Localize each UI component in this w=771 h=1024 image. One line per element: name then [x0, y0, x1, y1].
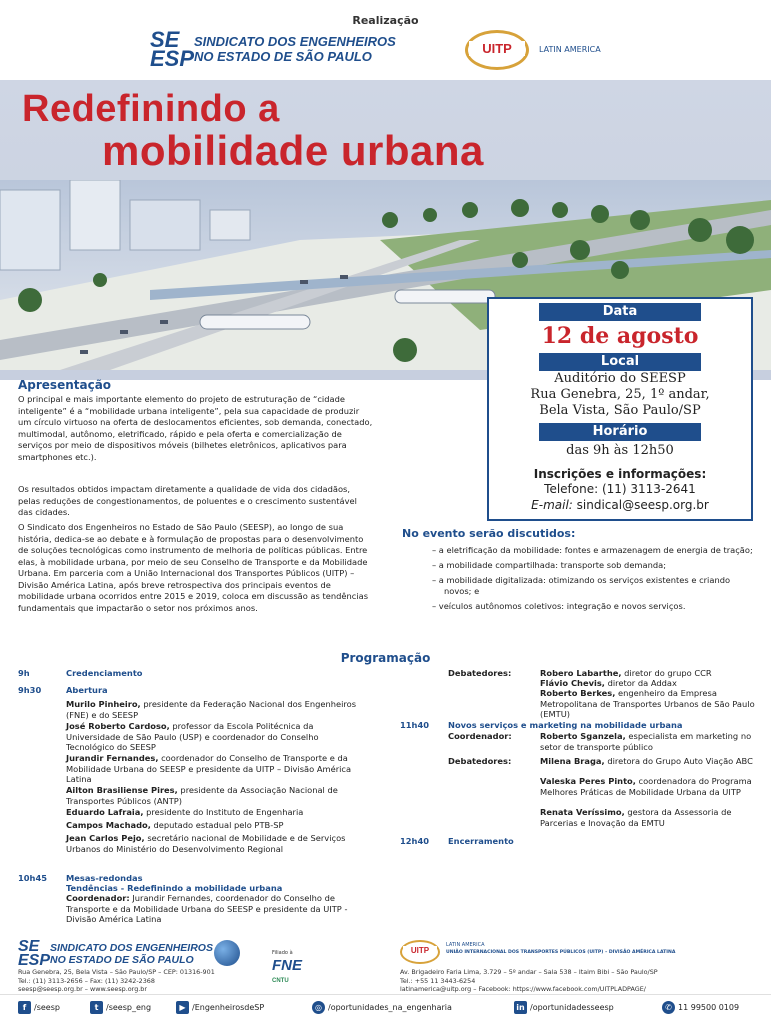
social-bar	[0, 994, 771, 1020]
event-title-line1: Redefinindo a	[22, 88, 280, 130]
footer-uitp-region: LATIN AMERICA	[446, 942, 485, 948]
evento-title: No evento serão discutidos:	[402, 527, 576, 540]
filiado-label: Filiado à	[272, 950, 293, 956]
linkedin-icon: in	[514, 1001, 527, 1014]
realizacao-label: Realização	[352, 14, 419, 27]
footer-seesp-logo	[18, 940, 248, 970]
schedule-time: 12h40	[400, 836, 429, 846]
footer-uitp-fullname: UNIÃO INTERNACIONAL DOS TRANSPORTES PÚBLICOS (UITP) – DIVISÃO AMÉRICA LATINA	[446, 950, 676, 955]
speaker: Eduardo Lafraia, presidente do Instituto de Engenharia	[66, 807, 304, 817]
apresentacao-paragraph-3: O Sindicato dos Engenheiros no Estado de São Paulo (SEESP), ao longo de sua história, dedica-se ao debate e à formulação de propostas para o desenvolvimento de soluções tecnológicas como instrumento de melhoria de políticas públicas. Entre elas, à mobilidade urbana, por meio de seu Conselho de Transporte e da Mobilidade Urbana. Em parceria com a União Internacional dos Transportes Públicos (UITP) – Divisão América Latina, após breve retrospectiva dos principais eventos de mobilidade urbana ocorridos entre 2015 e 2019, coloca em discussão as tendências fundamentais que impactarão o setor nos próximos anos.	[18, 522, 369, 613]
schedule-slot: Abertura	[66, 685, 108, 695]
youtube-icon: ▶	[176, 1001, 189, 1014]
email-label: E-mail:	[531, 498, 573, 512]
evento-topic: – a mobilidade compartilhada: transporte sob demanda;	[432, 560, 667, 570]
speaker: Jurandir Fernandes, coordenador do Conselho de Transporte e da Mobilidade Urbana do SEESP e presidente da UITP – Divisão América Latina	[66, 753, 352, 784]
schedule-slot: Encerramento	[448, 836, 514, 846]
social-facebook[interactable]: f /seesp	[18, 1001, 60, 1014]
debatedores-label: Debatedores:	[448, 756, 512, 766]
evento-topic-list	[432, 545, 757, 616]
inscricoes-label: Inscrições e informações:	[533, 467, 707, 481]
speaker: Flávio Chevis, diretor da Addax	[540, 678, 677, 688]
speaker: Jean Carlos Pejo, secretário nacional de Mobilidade e de Serviços Urbanos do Ministério do Desenvolvimento Regional	[66, 833, 346, 854]
schedule-time: 9h30	[18, 685, 42, 695]
telefone: Telefone: (11) 3113-2641	[544, 482, 696, 496]
footer-seesp-abbr: SE ESP	[18, 938, 51, 969]
apresentacao-title: Apresentação	[18, 378, 112, 392]
social-instagram[interactable]: ◎ /oportunidades_na_engenharia	[312, 1001, 452, 1014]
local-line3: Bela Vista, São Paulo/SP	[539, 403, 701, 418]
evento-topic: – a eletrificação da mobilidade: fontes e armazenagem de energia de tração;	[432, 545, 753, 555]
speaker: Ailton Brasiliense Pires, presidente da Associação Nacional de Transportes Públicos (ANTP)	[66, 785, 338, 806]
speaker: Renata Veríssimo, gestora da Assessoria de Parcerias e Inovação da EMTU	[540, 807, 732, 828]
speaker: Milena Braga, diretora do Grupo Auto Viação ABC	[540, 756, 753, 766]
data-label: Data	[539, 303, 701, 321]
twitter-icon: t	[90, 1001, 103, 1014]
seesp-logo-abbr: SE ESP	[150, 27, 195, 71]
social-whatsapp[interactable]: ✆ 11 99500 0109	[662, 1001, 739, 1014]
email-address[interactable]: sindical@seesp.org.br	[576, 498, 709, 512]
event-date: 12 de agosto	[541, 323, 699, 349]
event-info-box	[487, 297, 753, 521]
footer-seesp-address: Rua Genebra, 25, Bela Vista – São Paulo/SP – CEP: 01316-901 Tel.: (11) 3113-2656 – Fax: (11) 3242-2368 seesp@seesp.org.br – www.seesp.org.br	[18, 968, 215, 993]
coordinator: Coordenador: Jurandir Fernandes, coordenador do Conselho de Transporte e da Mobilidade Urbana do SEESP e presidente da UITP - Divisão América Latina	[66, 893, 348, 924]
facebook-icon: f	[18, 1001, 31, 1014]
schedule-time: 10h45	[18, 873, 47, 883]
social-youtube[interactable]: ▶ /EngenheirosdeSP	[176, 1001, 264, 1014]
evento-topic: – a mobilidade digitalizada: otimizando os serviços existentes e criando novos; e	[432, 575, 731, 596]
event-title-line2: mobilidade urbana	[102, 127, 484, 174]
local-label: Local	[539, 353, 701, 371]
event-title	[22, 88, 762, 172]
programacao-title: Programação	[340, 651, 431, 665]
seesp-logo-name: SINDICATO DOS ENGENHEIROS NO ESTADO DE SÃO PAULO	[194, 34, 396, 64]
coordenador-label: Coordenador:	[448, 731, 512, 741]
email-line	[489, 497, 751, 513]
social-twitter[interactable]: t /seesp_eng	[90, 1001, 151, 1014]
schedule-subtitle: Tendências - Redefinindo a mobilidade urbana	[66, 883, 283, 893]
fne-logo: FNE	[272, 957, 302, 974]
evento-topic: – veículos autônomos coletivos: integração e novos serviços.	[432, 601, 686, 611]
globe-icon	[214, 940, 240, 966]
instagram-icon: ◎	[312, 1001, 325, 1014]
local-line2: Rua Genebra, 25, 1º andar,	[530, 387, 710, 402]
schedule-slot: Mesas-redondas	[66, 873, 143, 883]
apresentacao-paragraph-1: O principal e mais importante elemento do projeto de estruturação de “cidade inteligente” é a “mobilidade urbana inteligente”, pela sua capacidade de produzir um círculo virtuoso na oferta de deslocamentos eficientes, sob demanda, conectado, multimodal, autônomo, eletrificado, rápido e pela oferta e comercialização de serviços por meio de dispositivos móveis (bilhetes eletrônicos, aplicativos para smartphones etc.).	[18, 394, 373, 462]
apresentacao-paragraph-2: Os resultados obtidos impactam diretamente a qualidade de vida dos cidadãos, pelas reduções de congestionamentos, de poluentes e o crescimento sustentável das cidades.	[18, 484, 357, 517]
speaker: Valeska Peres Pinto, coordenadora do Programa Melhores Práticas de Mobilidade Urbana da UITP	[540, 776, 752, 797]
uitp-logo-region: LATIN AMERICA	[539, 45, 601, 54]
seesp-logo	[150, 27, 440, 71]
debatedores-label: Debatedores:	[448, 668, 512, 678]
footer-uitp-abbr: UITP	[403, 946, 437, 955]
speaker: Campos Machado, deputado estadual pelo PTB-SP	[66, 820, 284, 830]
cntu-logo: CNTU	[272, 978, 289, 984]
schedule-slot: Novos serviços e marketing na mobilidade urbana	[448, 720, 683, 730]
coordinator: Roberto Sganzela, especialista em marketing no setor de transporte público	[540, 731, 752, 752]
schedule-slot: Credenciamento	[66, 668, 143, 678]
speaker: Roberto Berkes, engenheiro da Empresa Metropolitana de Transportes Urbanos de São Paulo (EMTU)	[540, 688, 755, 719]
speaker: Murilo Pinheiro, presidente da Federação Nacional dos Engenheiros (FNE) e do SEESP	[66, 699, 357, 720]
schedule-time: 11h40	[400, 720, 429, 730]
speaker: José Roberto Cardoso, professor da Escola Politécnica da Universidade de São Paulo (USP) e coordenador do Conselho Tecnológico do SEESP	[66, 721, 319, 752]
social-linkedin[interactable]: in /oportunidadesseesp	[514, 1001, 614, 1014]
uitp-logo-abbr: UITP	[469, 41, 525, 56]
speaker: Robero Labarthe, diretor do grupo CCR	[540, 668, 712, 678]
filiado-logos	[272, 950, 352, 990]
local-line1: Auditório do SEESP	[554, 371, 686, 386]
whatsapp-icon: ✆	[662, 1001, 675, 1014]
footer-seesp-name: SINDICATO DOS ENGENHEIROS NO ESTADO DE SÃO PAULO	[50, 942, 213, 966]
footer-uitp-address: Av. Brigadeiro Faria Lima, 3.729 – 5º andar – Sala 538 – Itaim Bibi – São Paulo/SP Tel.: +55 11 3443-6254 latinamerica@uitp.org – Facebook: https://www.facebook.com/UITPLADPAGE/	[400, 968, 658, 993]
horario-label: Horário	[539, 423, 701, 441]
horario-value: das 9h às 12h50	[566, 443, 674, 458]
schedule-time: 9h	[18, 668, 30, 678]
uitp-logo	[465, 30, 645, 72]
